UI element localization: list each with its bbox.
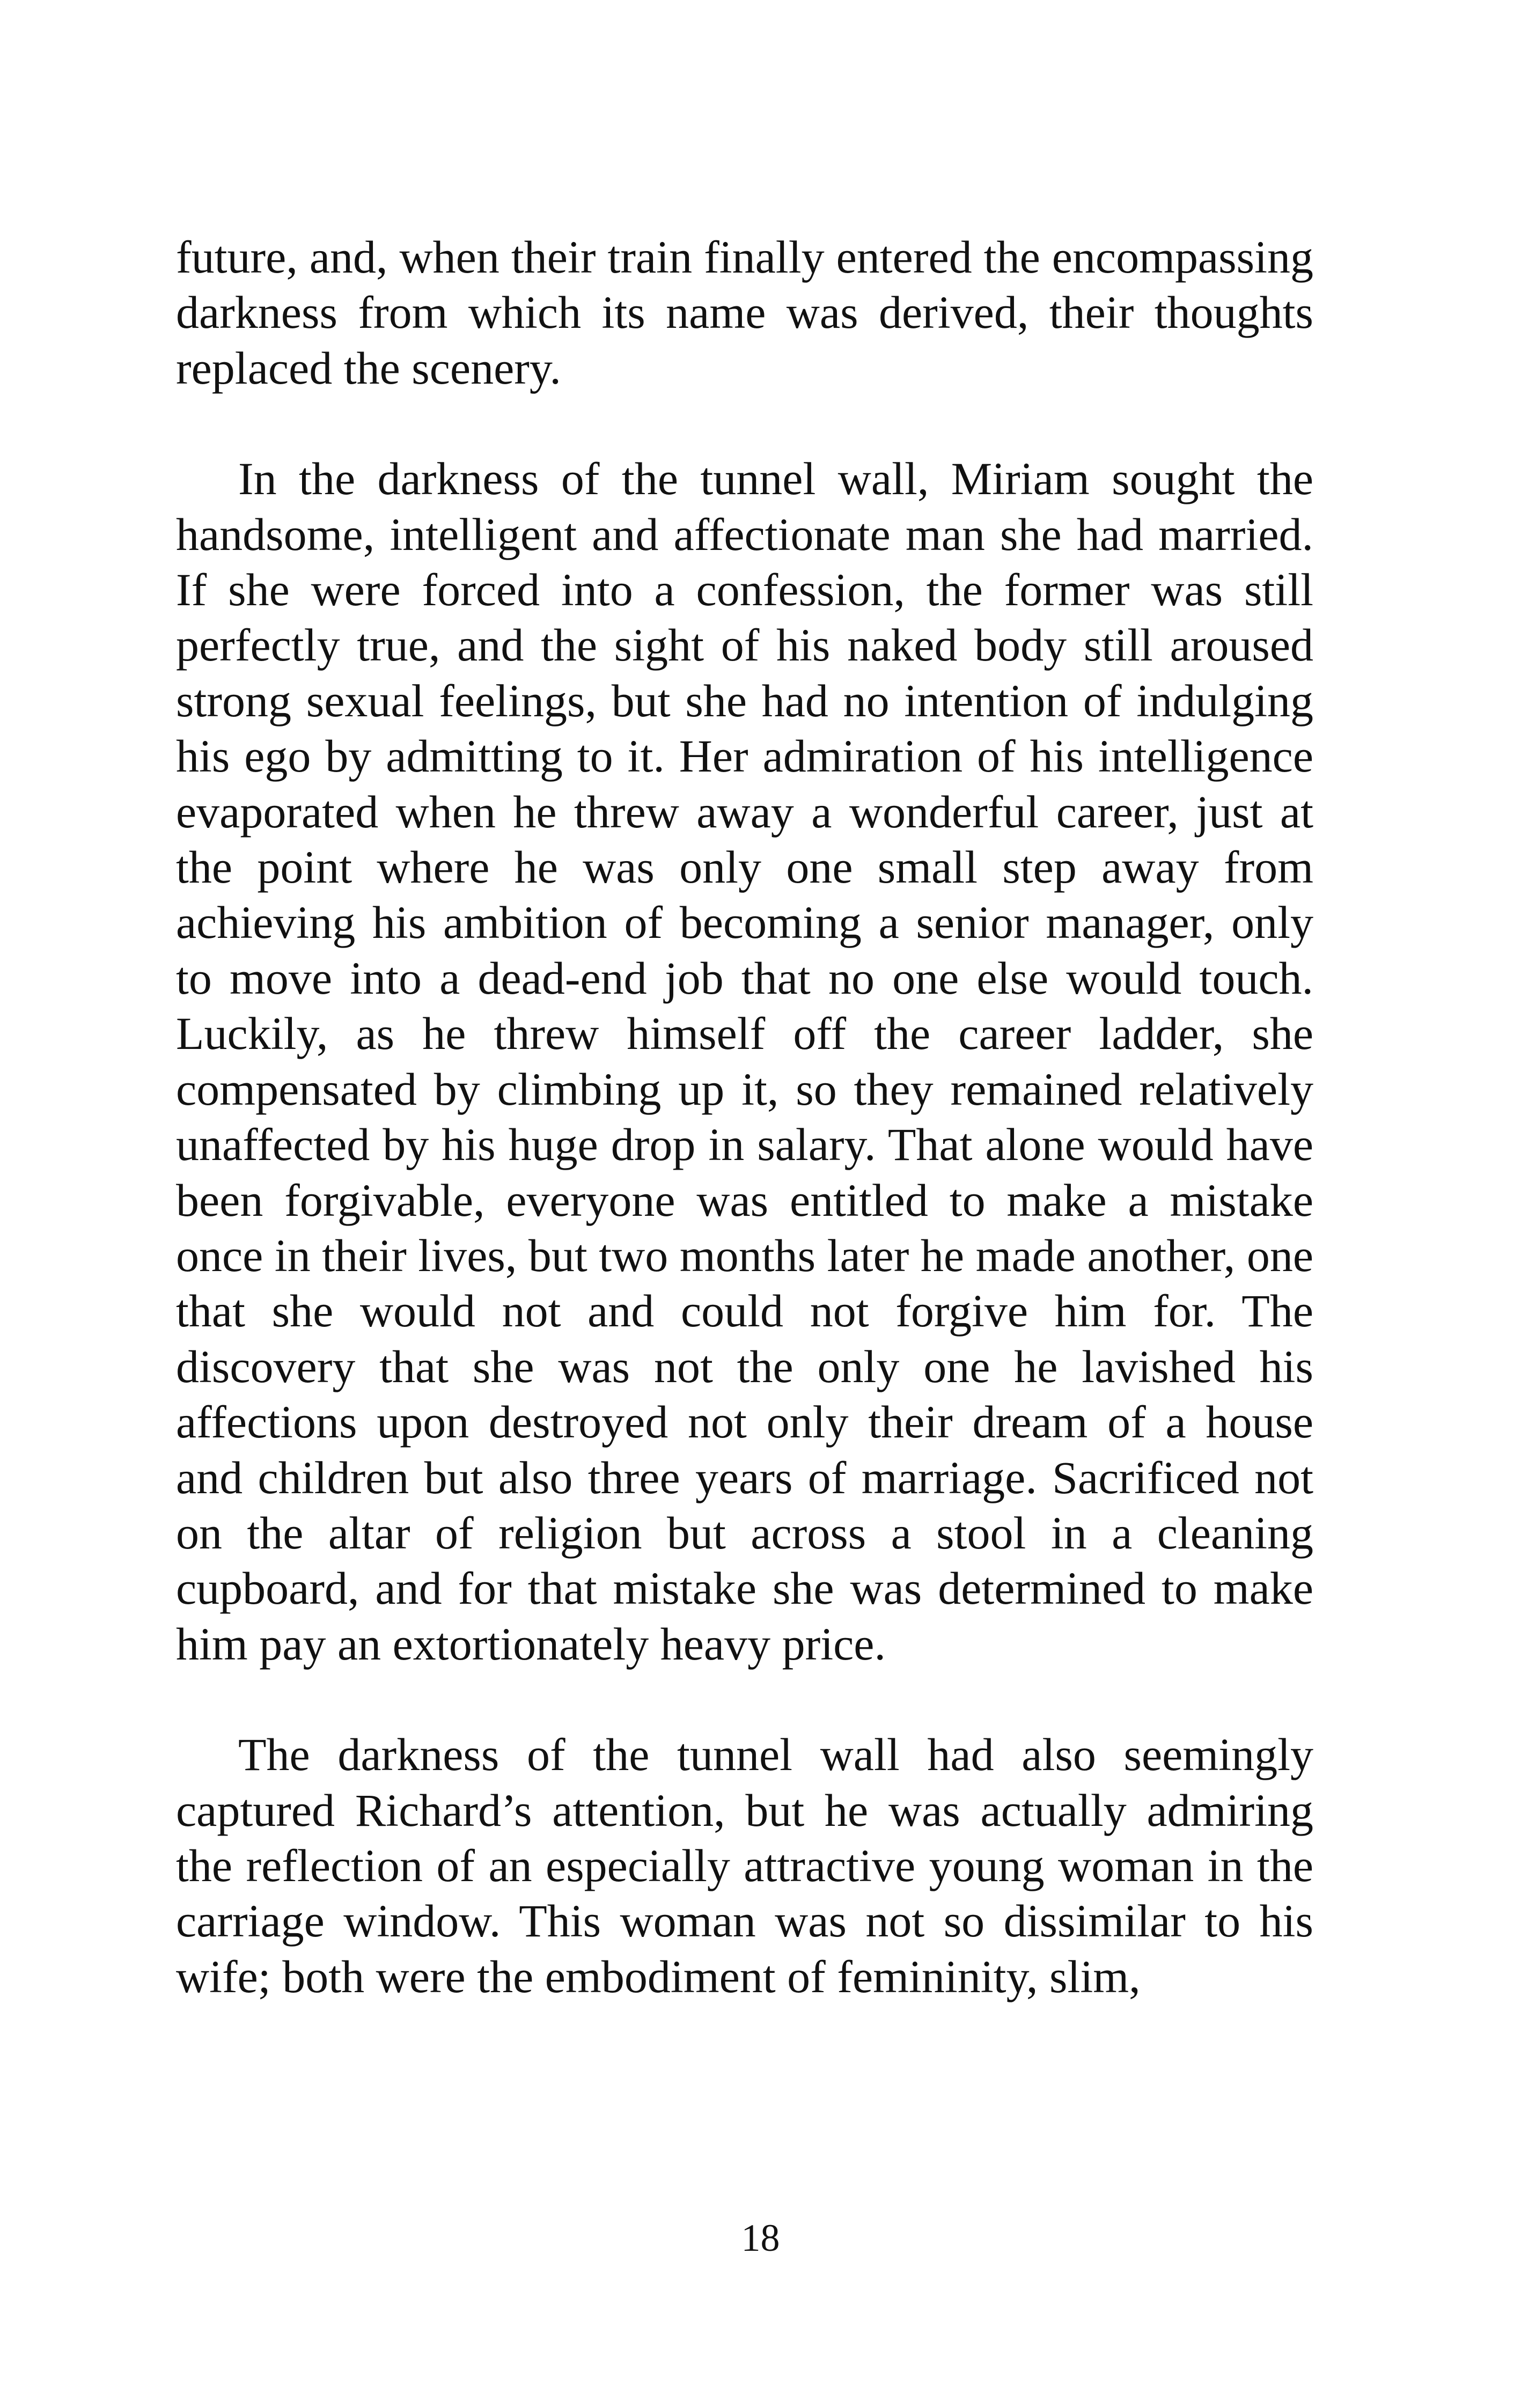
paragraph-2: In the darkness of the tunnel wall, Miriam sought the handsome, intelligent and affectionate man she had married. If she were forced into a confession, the former was still perfectly true, and the sight of his naked body still aroused strong sexual feelings, but she had no intention of indulging his ego by admitting to it. Her admiration of his intelligence evaporated when he threw away a wonderful career, just at the point where he was only one small step away from achieving his ambition of becoming a senior manager, only to move into a dead-end job that no one else would touch. Luckily, as he threw himself off the career ladder, she compensated by climbing up it, so they remained relatively unaffected by his huge drop in salary. That alone would have been forgivable, everyone was entitled to make a mistake once in their lives, but two months later he made another, one that she would not and could not forgive him for. The discovery that she was not the only one he lavished his affections upon destroyed not only their dream of a house and children but also three years of marriage. Sacrificed not on the altar of religion but across a stool in a cleaning cupboard, and for that mistake she was determined to make him pay an extortionately heavy price. <box>176 453 1313 1670</box>
body-text <box>176 230 1313 2005</box>
paragraph-3: The darkness of the tunnel wall had also seemingly captured Richard’s attention, but he was actually admiring the reflection of an especially attractive young woman in the carriage window. This woman was not so dissimilar to his wife; both were the embodiment of femininity, slim, <box>176 1729 1313 2002</box>
paragraph-1: future, and, when their train finally entered the encompassing darkness from which its name was derived, their thoughts replaced the scenery. <box>176 231 1313 394</box>
page-number: 18 <box>741 2216 780 2259</box>
